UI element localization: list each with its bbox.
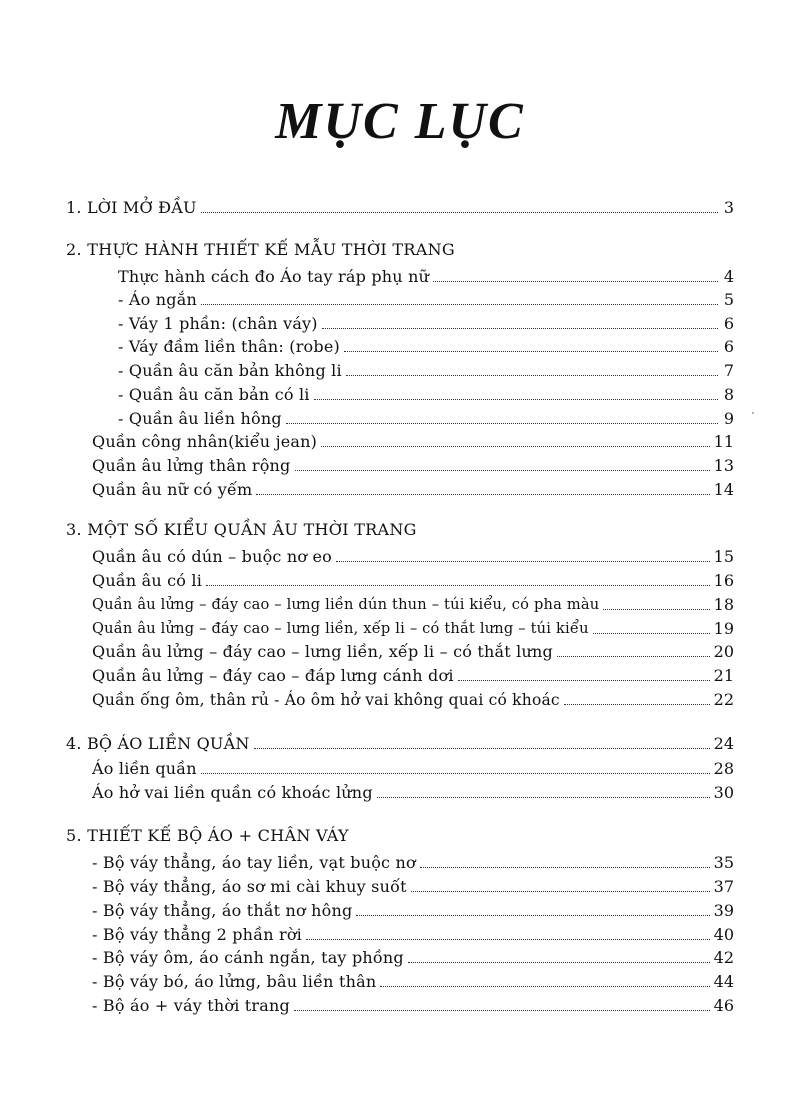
toc-entry-page: 20 bbox=[713, 642, 734, 661]
toc-entry-page: 39 bbox=[713, 901, 734, 920]
toc-entry-label: Quần âu có dún – buộc nơ eo bbox=[92, 547, 333, 566]
toc-entry-page: 3 bbox=[723, 198, 734, 217]
dot-leader bbox=[336, 561, 710, 562]
dot-leader bbox=[201, 212, 718, 213]
toc-entry-label: Áo hở vai liền quần có khoác lửng bbox=[92, 783, 373, 802]
toc-entry-label: Quần âu nữ có yếm bbox=[92, 480, 253, 499]
dot-leader bbox=[322, 328, 718, 329]
toc-entry-page: 7 bbox=[723, 361, 734, 380]
dot-leader bbox=[254, 748, 710, 749]
dot-leader bbox=[420, 867, 710, 868]
toc-entry bbox=[92, 567, 734, 591]
page-title: MỤC LỤC bbox=[275, 93, 525, 150]
dot-leader bbox=[314, 399, 718, 400]
dot-leader bbox=[593, 633, 710, 634]
toc-entry-page: 13 bbox=[713, 456, 734, 475]
toc-entry bbox=[118, 286, 734, 310]
toc-entry-page: 11 bbox=[713, 432, 734, 451]
toc-entry-page: 22 bbox=[713, 690, 734, 709]
toc-entry-page: 9 bbox=[723, 409, 734, 428]
toc-entry bbox=[92, 897, 734, 921]
toc-entry bbox=[92, 944, 734, 968]
toc-entry-page: 37 bbox=[713, 877, 734, 896]
dot-leader bbox=[356, 915, 709, 916]
dot-leader bbox=[603, 609, 709, 610]
toc-entry-label: Quần ống ôm, thân rủ - Áo ôm hở vai không quai có khoác bbox=[92, 691, 560, 709]
toc-entry bbox=[92, 849, 734, 873]
toc-entry bbox=[92, 428, 734, 452]
dot-leader bbox=[256, 494, 709, 495]
section-heading: 5. THIẾT KẾ BỘ ÁO + CHÂN VÁY bbox=[66, 826, 349, 845]
dot-leader bbox=[294, 1010, 710, 1011]
dot-leader bbox=[458, 680, 710, 681]
dot-leader bbox=[564, 704, 710, 705]
toc-entry bbox=[92, 873, 734, 897]
toc-entry-label: - Quần âu căn bản có li bbox=[118, 385, 310, 404]
toc-entry bbox=[92, 779, 734, 803]
toc-entry bbox=[92, 755, 734, 779]
toc-entry-page: 15 bbox=[713, 547, 734, 566]
toc-entry bbox=[118, 405, 734, 429]
toc-entry-page: 14 bbox=[713, 480, 734, 499]
toc-entry bbox=[118, 357, 734, 381]
dot-leader bbox=[201, 304, 718, 305]
toc-entry-page: 35 bbox=[713, 853, 734, 872]
toc-entry-label: - Quần âu căn bản không li bbox=[118, 361, 342, 380]
toc-entry-label: Quần âu lửng – đáy cao – đáp lưng cánh dơi bbox=[92, 666, 454, 685]
dot-leader bbox=[411, 891, 710, 892]
toc-entry bbox=[118, 381, 734, 405]
toc-entry-page: 46 bbox=[713, 996, 734, 1015]
toc-entry-label: - Váy 1 phần: (chân váy) bbox=[118, 314, 318, 333]
toc-entry-label: - Bộ váy thẳng, áo sơ mi cài khuy suốt bbox=[92, 877, 407, 896]
dot-leader bbox=[286, 423, 718, 424]
toc-entry bbox=[92, 662, 734, 686]
toc-entry-label: Áo liền quần bbox=[92, 759, 197, 778]
scan-speck bbox=[752, 412, 754, 414]
toc-entry-label: Thực hành cách đo Áo tay ráp phụ nữ bbox=[118, 267, 430, 286]
toc-entry-label: Quần âu có li bbox=[92, 571, 203, 590]
toc-entry-page: 4 bbox=[723, 267, 734, 286]
toc-entry-label: - Áo ngắn bbox=[118, 290, 197, 309]
toc-entry bbox=[92, 543, 734, 567]
toc-entry-label: - Bộ váy bó, áo lửng, bâu liền thân bbox=[92, 972, 377, 991]
toc-entry-page: 16 bbox=[713, 571, 734, 590]
dot-leader bbox=[206, 585, 710, 586]
toc-entry-page: 8 bbox=[723, 385, 734, 404]
toc-entry-page: 30 bbox=[713, 783, 734, 802]
toc-entry bbox=[66, 194, 734, 218]
toc-entry-page: 6 bbox=[723, 337, 734, 356]
toc-entry-page: 42 bbox=[713, 948, 734, 967]
toc-entry bbox=[118, 310, 734, 334]
toc-entry bbox=[118, 333, 734, 357]
toc-entry-page: 6 bbox=[723, 314, 734, 333]
dot-leader bbox=[306, 939, 710, 940]
toc-entry bbox=[92, 968, 734, 992]
toc-entry-label: - Bộ váy thẳng, áo thắt nơ hông bbox=[92, 901, 353, 920]
toc-entry bbox=[92, 615, 734, 639]
section-heading: 3. MỘT SỐ KIỂU QUẦN ÂU THỜI TRANG bbox=[66, 520, 417, 539]
toc-entry bbox=[92, 476, 734, 500]
toc-entry-label: - Quần âu liền hông bbox=[118, 409, 282, 428]
dot-leader bbox=[380, 986, 709, 987]
toc-entry-page: 24 bbox=[713, 734, 734, 753]
toc-entry-label: 4. BỘ ÁO LIỀN QUẦN bbox=[66, 734, 250, 753]
toc-entry-page: 5 bbox=[723, 290, 734, 309]
toc-entry-label: Quần âu lửng – đáy cao – lưng liền, xếp li – có thắt lưng bbox=[92, 642, 553, 661]
toc-entry-label: - Bộ váy thẳng 2 phần rời bbox=[92, 925, 302, 944]
toc-entry bbox=[92, 452, 734, 476]
toc-entry bbox=[118, 263, 734, 287]
section-heading: 2. THỰC HÀNH THIẾT KẾ MẪU THỜI TRANG bbox=[66, 240, 455, 259]
toc-entry-page: 19 bbox=[713, 619, 734, 638]
toc-entry-label: Quần âu lửng thân rộng bbox=[92, 456, 291, 475]
toc-entry bbox=[92, 992, 734, 1016]
toc-entry-page: 40 bbox=[713, 925, 734, 944]
toc-entry-page: 28 bbox=[713, 759, 734, 778]
toc-entry-label: - Bộ váy ôm, áo cánh ngắn, tay phồng bbox=[92, 948, 404, 967]
toc-entry bbox=[92, 591, 734, 615]
toc-entry-page: 44 bbox=[713, 972, 734, 991]
toc-entry-label: 1. LỜI MỞ ĐẦU bbox=[66, 198, 197, 217]
toc-entry-label: Quần công nhân(kiểu jean) bbox=[92, 432, 318, 451]
toc-entry-label: - Bộ váy thẳng, áo tay liền, vạt buộc nơ bbox=[92, 853, 416, 872]
toc-entry-label: - Váy đầm liền thân: (robe) bbox=[118, 337, 340, 356]
toc-entry bbox=[66, 730, 734, 754]
toc-entry-page: 21 bbox=[713, 666, 734, 685]
dot-leader bbox=[557, 656, 710, 657]
toc-entry-label: - Bộ áo + váy thời trang bbox=[92, 996, 290, 1015]
dot-leader bbox=[201, 773, 710, 774]
dot-leader bbox=[433, 281, 718, 282]
dot-leader bbox=[377, 797, 710, 798]
dot-leader bbox=[321, 446, 710, 447]
dot-leader bbox=[346, 375, 718, 376]
toc-entry bbox=[92, 921, 734, 945]
dot-leader bbox=[295, 470, 710, 471]
toc-entry bbox=[92, 638, 734, 662]
toc-entry-label: Quần âu lửng – đáy cao – lưng liền, xếp li – có thắt lưng – túi kiểu bbox=[92, 620, 589, 637]
toc-entry-page: 18 bbox=[713, 595, 734, 614]
dot-leader bbox=[408, 962, 710, 963]
toc-entry bbox=[92, 686, 734, 710]
toc-entry-label: Quần âu lửng – đáy cao – lưng liền dún thun – túi kiểu, có pha màu bbox=[92, 596, 600, 613]
dot-leader bbox=[344, 351, 718, 352]
